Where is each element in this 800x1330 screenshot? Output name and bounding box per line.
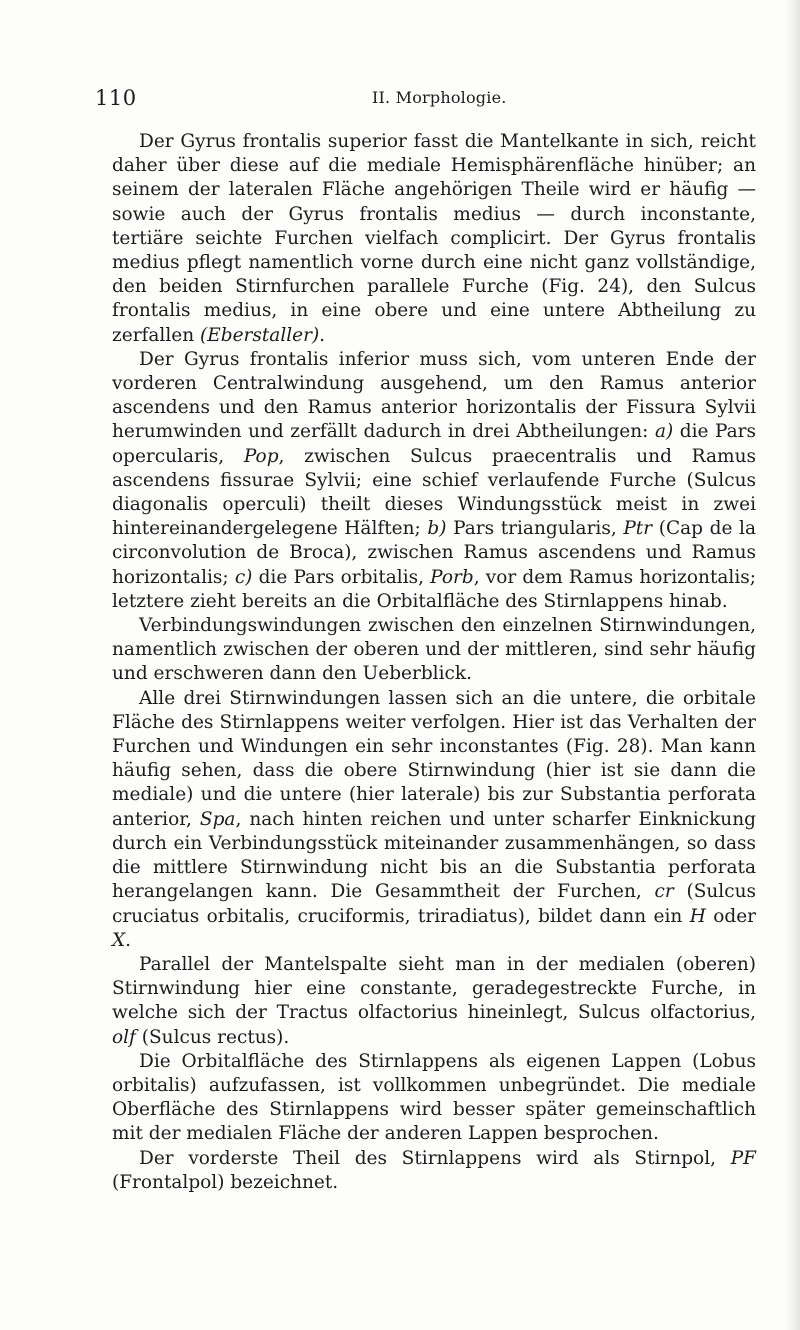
page-number: 110 [95, 86, 137, 110]
page-edge-shadow [786, 0, 800, 1330]
running-head: II. Morphologie. [372, 88, 507, 107]
paragraph-mantelspalte: Parallel der Mantelspalte sieht man in der medialen (oberen) Stirnwindung hier eine constante, geradegestreckte Furche, in welche sich der Tractus olfactorius hineinlegt, Sulcus olfactorius, olf (Sulcus rectus). [112, 953, 756, 1048]
paragraph-orbitalflaeche: Die Orbitalfläche des Stirnlappens als eigenen Lappen (Lobus orbitalis) aufzufassen, ist vollkommen unbegründet. Die mediale Oberfläche des Stirnlappens wird besser später gemeinschaftlich mit der medialen Fläche der anderen Lappen besprochen. [112, 1050, 756, 1145]
paragraph-stirnpol: Der vorderste Theil des Stirnlappens wird als Stirnpol, PF (Frontalpol) bezeichnet. [112, 1147, 756, 1193]
paragraph-orbitale-flaeche: Alle drei Stirnwindungen lassen sich an die untere, die orbitale Fläche des Stirnlappens weiter verfolgen. Hier ist das Verhalten der Furchen und Windungen ein sehr inconstantes (Fig. 28). Man kann häufig sehen, dass die obere Stirnwindung (hier ist sie dann die mediale) und die untere (hier laterale) bis zur Substantia perforata anterior, Spa, nach hinten reichen und unter scharfer Einknickung durch ein Verbindungsstück miteinander zusammenhängen, so dass die mittlere Stirnwindung nicht bis an die Substantia perforata herangelangen kann. Die Gesammtheit der Furchen, cr (Sulcus cruciatus orbitalis, cruciformis, triradiatus), bildet dann ein H oder X. [112, 687, 756, 951]
page-header [95, 86, 735, 116]
body-text [112, 130, 756, 1195]
paragraph-gyrus-frontalis-inferior: Der Gyrus frontalis inferior muss sich, vom unteren Ende der vorderen Centralwindung ausgehend, um den Ramus anterior ascendens und den Ramus anterior horizontalis der Fissura Sylvii herumwinden und zerfällt dadurch in drei Abtheilungen: a) die Pars opercularis, Pop, zwischen Sulcus praecentralis und Ramus ascendens fissurae Sylvii; eine schief verlaufende Furche (Sulcus diagonalis operculi) theilt dieses Windungsstück meist in zwei hintereinandergelegene Hälften; b) Pars triangularis, Ptr (Cap de la circonvolution de Broca), zwischen Ramus ascendens und Ramus horizontalis; c) die Pars orbitalis, Porb, vor dem Ramus horizontalis; letztere zieht bereits an die Orbitalfläche des Stirnlappens hinab. [112, 348, 757, 612]
paragraph-gyrus-frontalis-superior: Der Gyrus frontalis superior fasst die Mantelkante in sich, reicht daher über diese auf die mediale Hemisphärenfläche hinüber; an seinem der lateralen Fläche angehörigen Theile wird er häufig — sowie auch der Gyrus frontalis medius — durch inconstante, tertiäre seichte Furchen vielfach complicirt. Der Gyrus frontalis medius pflegt namentlich vorne durch eine nicht ganz vollständige, den beiden Stirnfurchen parallele Furche (Fig. 24), den Sulcus frontalis medius, in eine obere und eine untere Abtheilung zu zerfallen (Eberstaller). [112, 131, 756, 346]
paragraph-verbindungswindungen: Verbindungswindungen zwischen den einzelnen Stirnwindungen, namentlich zwischen der oberen und der mittleren, sind sehr häufig und erschweren dann den Ueberblick. [112, 615, 756, 685]
